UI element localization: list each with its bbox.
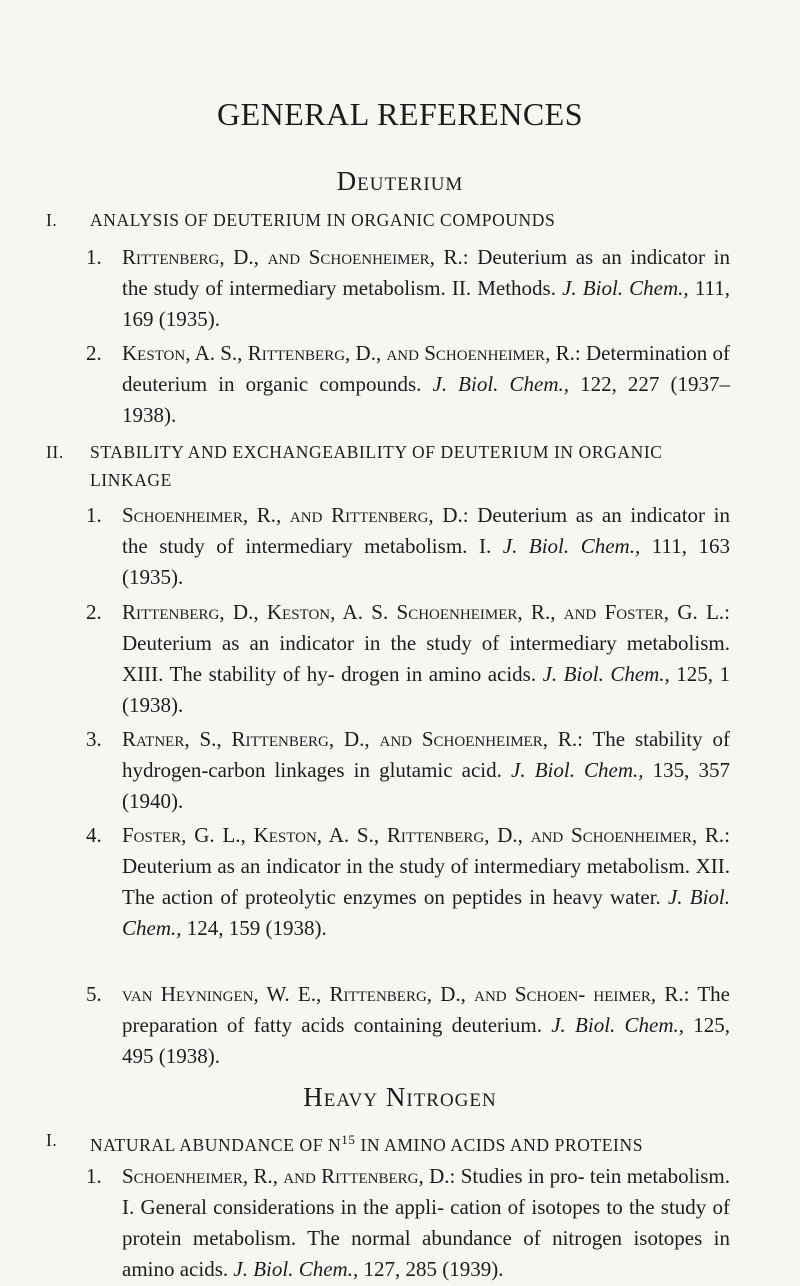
reference-title: Studies in pro- tein metabolism. I. General considerations in the appli- cation of isotopes to the study of protein metabolism. The normal abundance of nitrogen isotopes in amino acids. [122,1164,731,1281]
reference-journal: J. Biol. Chem., [432,372,569,396]
reference-title: Deuterium as an indicator in the study of intermediary metabolism. I. [122,503,731,558]
reference-number: 1. [86,1164,102,1188]
reference-citation: 122, 227 (1937–1938). [122,372,731,427]
subsection-heading [46,206,726,234]
reference-journal: J. Biol. Chem., [511,758,644,782]
section-title-heavy-nitrogen: Heavy Nitrogen [303,1082,497,1112]
reference-number: 3. [86,727,102,751]
reference-citation: 124, 159 (1938). [186,916,327,940]
reference-item [86,820,730,944]
reference-number: 1. [86,503,102,527]
subsection-heading-text: ANALYSIS OF DEUTERIUM IN ORGANIC COMPOUNDS [90,210,556,230]
reference-citation: 111, 163 (1935). [122,534,731,589]
subsection-heading-text: IN AMINO ACIDS AND PROTEINS [360,1135,644,1155]
reference-title: Deuterium as an indicator in the study of intermediary metabolism. XII. The action of proteolytic enzymes on peptides in heavy water. [122,854,730,909]
reference-authors: van Heyningen, W. E., Rittenberg, D., and Schoen- heimer, R.: [122,982,690,1006]
reference-citation: 135, 357 (1940). [122,758,731,813]
reference-authors: Rittenberg, D., Keston, A. S. Schoenheimer, R., and Foster, G. L.: [122,600,730,624]
subsection-numeral: I. [46,1130,58,1150]
reference-citation: 127, 285 (1939). [363,1257,504,1281]
reference-item [86,1161,730,1285]
reference-authors: Rittenberg, D., and Schoenheimer, R.: [122,245,469,269]
reference-number: 5. [86,982,102,1006]
reference-journal: J. Biol. Chem., [562,276,689,300]
reference-journal: J. Biol. Chem., [542,662,670,686]
isotope-superscript: 15 [341,1132,356,1147]
reference-title: The preparation of fatty acids containing deuterium. [122,982,731,1037]
page-title: GENERAL REFERENCES [216,96,584,132]
reference-title: The stability of hydrogen-carbon linkages in glutamic acid. [122,727,730,782]
reference-item [86,724,730,817]
reference-citation: 111, 169 (1935). [122,276,731,331]
reference-citation: 125, 1 (1938). [122,662,730,717]
reference-title: Deuterium as an indicator in the study of intermediary metabolism. II. Methods. [122,245,731,300]
reference-title: Deuterium as an indicator in the study of intermediary metabolism. XIII. The stability of hy- drogen in amino acids. [122,631,730,686]
reference-authors: Ratner, S., Rittenberg, D., and Schoenheimer, R.: [122,727,583,751]
reference-journal: J. Biol. Chem., [551,1013,685,1037]
reference-number: 2. [86,341,102,365]
subsection-heading-text: NATURAL ABUNDANCE OF N [90,1135,342,1155]
reference-journal: J. Biol. Chem., [233,1257,359,1281]
reference-item [86,242,730,335]
reference-number: 4. [86,823,102,847]
reference-authors: Schoenheimer, R., and Rittenberg, D.: [122,503,469,527]
subsection-heading [46,438,726,494]
reference-item [86,338,730,431]
reference-authors: Keston, A. S., Rittenberg, D., and Schoenheimer, R.: [122,341,581,365]
reference-journal: J. Biol. Chem., [122,885,730,940]
reference-item [86,500,730,593]
subsection-heading-text: STABILITY AND EXCHANGEABILITY OF DEUTERIUM IN ORGANIC LINKAGE [90,442,663,490]
reference-item [86,597,730,721]
reference-item [86,979,730,1072]
reference-journal: J. Biol. Chem., [502,534,641,558]
reference-authors: Foster, G. L., Keston, A. S., Rittenberg, D., and Schoenheimer, R.: [122,823,730,847]
subsection-numeral: II. [46,442,64,462]
reference-authors: Schoenheimer, R., and Rittenberg, D.: [122,1164,456,1188]
reference-title: Determination of deuterium in organic compounds. [122,341,730,396]
subsection-heading [46,1126,726,1159]
section-title-deuterium: Deuterium [336,166,464,196]
subsection-numeral: I. [46,210,58,230]
reference-number: 2. [86,600,102,624]
reference-citation: 125, 495 (1938). [122,1013,731,1068]
reference-number: 1. [86,245,102,269]
